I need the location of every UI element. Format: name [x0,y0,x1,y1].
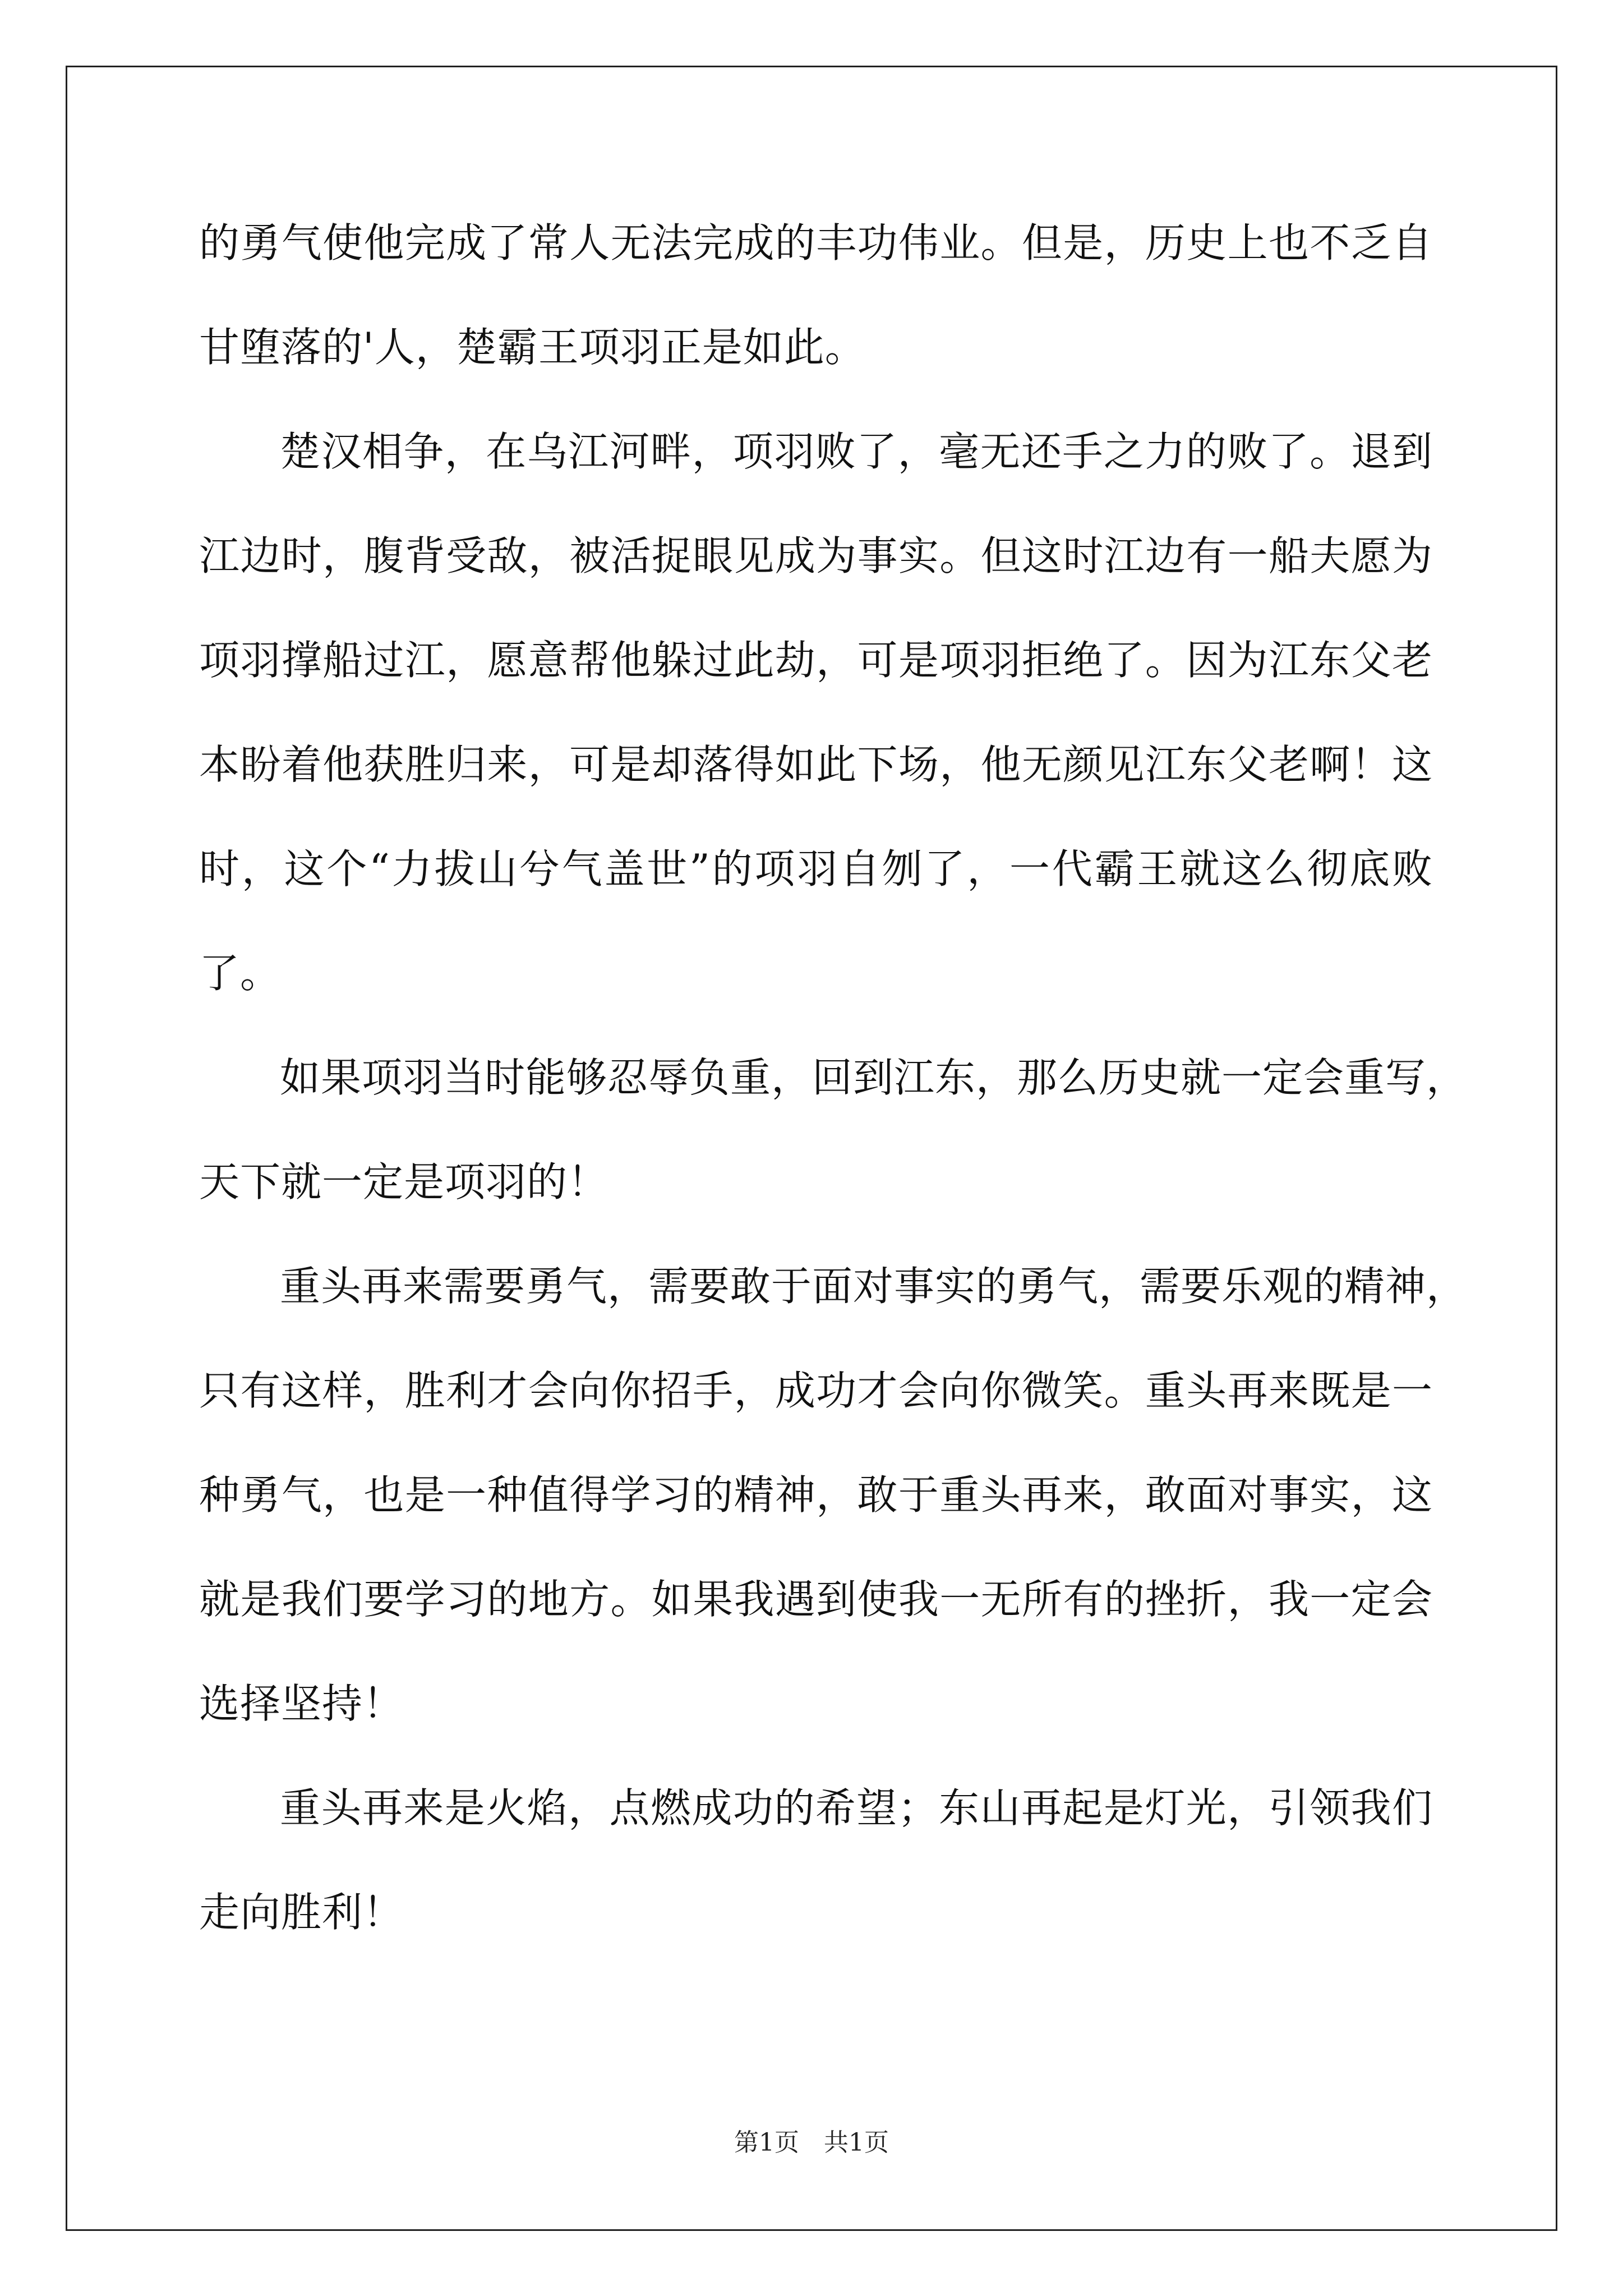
text-line: 的勇气使他完成了常人无法完成的丰功伟业。但是，历史上也不乏自 [199,219,1433,266]
text-line: 项羽撑船过江，愿意帮他躲过此劫，可是项羽拒绝了。因为江东父老 [199,637,1433,684]
text-line: 选择坚持！ [199,1680,404,1727]
document-body [199,216,1468,1939]
text-line: 江边时，腹背受敌，被活捉眼见成为事实。但这时江边有一船夫愿为 [199,532,1433,579]
text-line: 本盼着他获胜归来，可是却落得如此下场，他无颜见江东父老啊！这 [199,741,1433,788]
page-number-footer: 第1页 共1页 [734,2128,889,2157]
text-line: 种勇气，也是一种值得学习的精神，敢于重头再来，敢面对事实，这 [199,1471,1433,1519]
text-line: 重头再来需要勇气，需要敢于面对事实的勇气，需要乐观的精神， [280,1263,1468,1310]
text-line: 了。 [199,950,282,997]
text-line: 就是我们要学习的地方。如果我遇到使我一无所有的挫折，我一定会 [199,1576,1433,1623]
text-line: 走向胜利！ [199,1889,404,1936]
text-line: 只有这样，胜利才会向你招手，成功才会向你微笑。重头再来既是一 [199,1367,1433,1414]
text-line: 天下就一定是项羽的！ [199,1158,609,1205]
text-line: 重头再来是火焰，点燃成功的希望；东山再起是灯光，引领我们 [280,1784,1433,1832]
text-line: 如果项羽当时能够忍辱负重，回到江东，那么历史就一定会重写， [280,1054,1468,1101]
text-line: 甘堕落的'人，楚霸王项羽正是如此。 [199,324,866,371]
text-line: 时，这个“力拔山兮气盖世”的项羽自刎了，一代霸王就这么彻底败 [199,845,1433,892]
text-line: 楚汉相争，在乌江河畔，项羽败了，毫无还手之力的败了。退到 [280,428,1433,475]
